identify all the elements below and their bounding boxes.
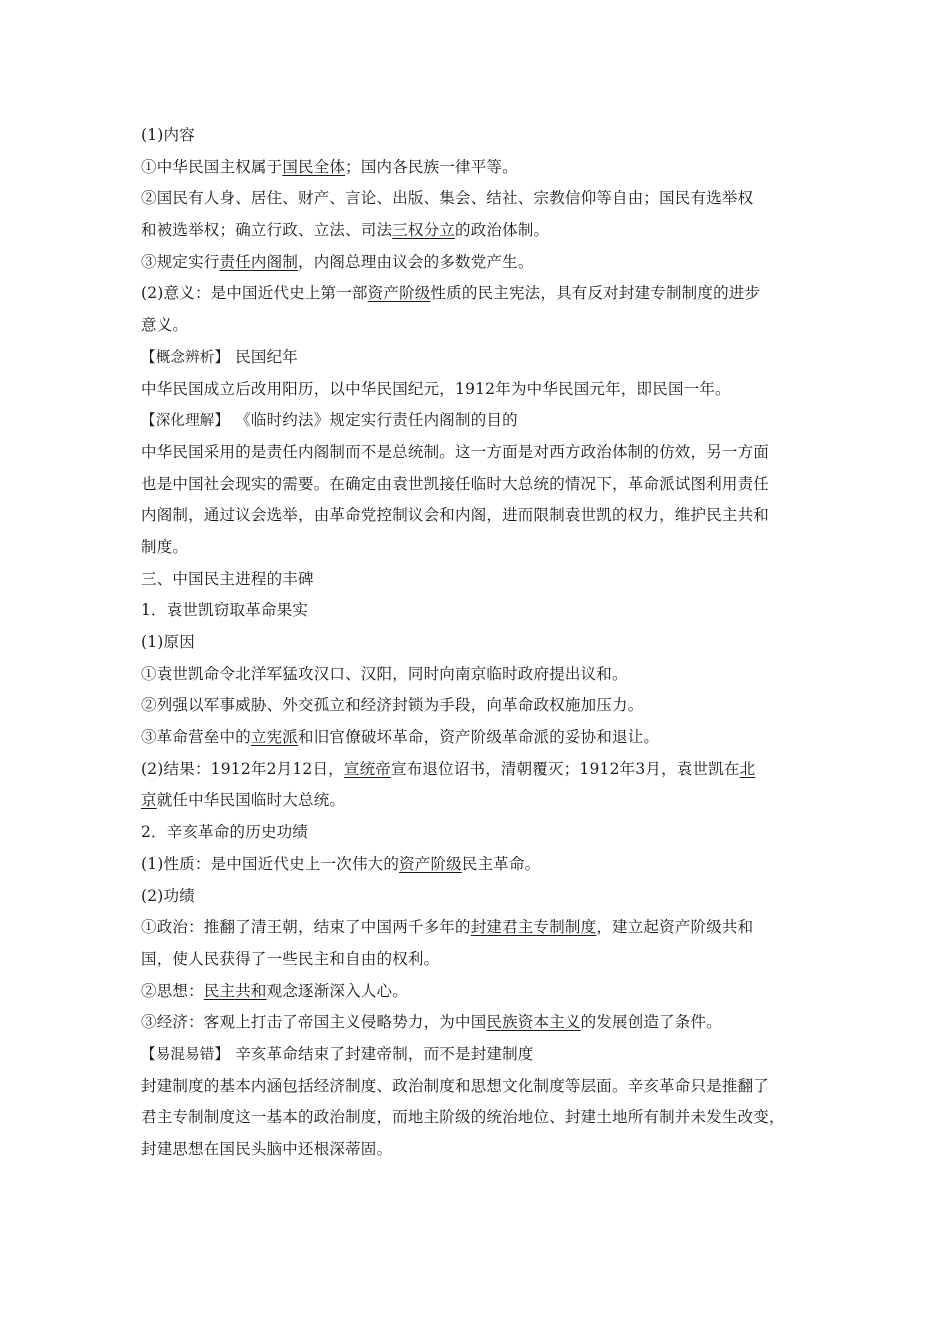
common-mistake-text: 君主专制制度这一基本的政治制度，而地主阶级的统治地位、封建土地所有制并未发生改变，: [141, 1108, 785, 1127]
answer-blank: 封建君主专制制度: [470, 918, 597, 937]
answer-blank: 三权分立: [392, 221, 456, 240]
answer-blank: 北: [739, 759, 756, 778]
deep-understanding-text: 制度。: [141, 537, 189, 556]
answer-blank: 宣统帝: [343, 759, 391, 778]
common-mistake-text: 封建思想在国民头脑中还根深蒂固。: [141, 1140, 393, 1158]
concept-analysis-text: 中华民国成立后改用阳历，以中华民国纪元，1912年为中华民国元年，即民国一年。: [141, 379, 731, 398]
result-paragraph: (2)结果：1912年2月12日，宣统帝宣布退位诏书，清朝覆灭；1912年3月，袁世凯在北: [141, 759, 756, 778]
content-item-2-cont: 和被选举权；确立行政、立法、司法三权分立的政治体制。: [141, 221, 550, 240]
deep-understanding-text: 也是中国社会现实的需要。在确定由袁世凯接任临时大总统的情况下，革命派试图利用责任: [141, 474, 770, 493]
content-item-2: ②国民有人身、居住、财产、言论、出版、集会、结社、宗教信仰等自由；国民有选举权: [141, 189, 754, 208]
answer-blank: 国民全体: [282, 157, 346, 176]
concept-analysis-tag: 【概念辨析】: [141, 349, 230, 366]
content-item-1: ①中华民国主权属于国民全体；国内各民族一律平等。: [141, 157, 518, 176]
significance-paragraph-cont: 意义。: [141, 316, 189, 335]
deep-understanding-text: 内阁制，通过议会选举，由革命党控制议会和内阁，进而限制袁世凯的权力，维护民主共和: [141, 506, 770, 525]
subsection-heading: 2．辛亥革命的历史功绩: [141, 823, 309, 842]
subsection-heading: 1．袁世凯窃取革命果实: [141, 601, 309, 620]
common-mistake-heading: 【易混易错】 辛亥革命结束了封建帝制，而不是封建制度: [141, 1044, 534, 1063]
answer-blank: 资产阶级: [367, 284, 431, 303]
cause-item-3: ③革命营垒中的立宪派和旧官僚破坏革命，资产阶级革命派的妥协和退让。: [141, 728, 660, 747]
content-item-3: ③规定实行责任内阁制，内阁总理由议会的多数党产生。: [141, 252, 534, 271]
nature-paragraph: (1)性质：是中国近代史上一次伟大的资产阶级民主革命。: [141, 854, 541, 873]
achievement-item-3: ③经济：客观上打击了帝国主义侵略势力，为中国民族资本主义的发展创造了条件。: [141, 1013, 722, 1032]
subheading-content: (1)内容: [141, 126, 195, 144]
achievement-item-2: ②思想：民主共和观念逐渐深入人心。: [141, 981, 408, 1000]
answer-blank: 资产阶级: [399, 854, 462, 873]
significance-paragraph: (2)意义：是中国近代史上第一部资产阶级性质的民主宪法，具有反对封建专制制度的进步: [141, 284, 761, 303]
subheading-achievements: (2)功绩: [141, 886, 195, 905]
answer-blank: 民主共和: [203, 981, 267, 1000]
achievement-item-1-cont: 国，使人民获得了一些民主和自由的权利。: [141, 949, 440, 968]
section-heading: 三、中国民主进程的丰碑: [141, 569, 314, 588]
document-page: [141, 120, 821, 1166]
answer-blank: 民族资本主义: [486, 1013, 581, 1032]
deep-understanding-tag: 【深化理解】: [141, 413, 230, 430]
cause-item-2: ②列强以军事威胁、外交孤立和经济封锁为手段，向革命政权施加压力。: [141, 696, 644, 715]
deep-understanding-text: 中华民国采用的是责任内阁制而不是总统制。这一方面是对西方政治体制的仿效，另一方面: [141, 442, 770, 461]
answer-blank: 责任内阁制: [219, 252, 299, 271]
subheading-causes: (1)原因: [141, 633, 195, 651]
answer-blank: 立宪派: [250, 728, 299, 747]
concept-analysis-heading: 【概念辨析】 民国纪年: [141, 347, 299, 366]
deep-understanding-heading: 【深化理解】 《临时约法》规定实行责任内阁制的目的: [141, 411, 518, 430]
result-paragraph-cont: 京就任中华民国临时大总统。: [141, 791, 346, 810]
common-mistake-text: 封建制度的基本内涵包括经济制度、政治制度和思想文化制度等层面。辛亥革命只是推翻了: [141, 1076, 770, 1095]
answer-blank: 京: [141, 791, 157, 810]
cause-item-1: ①袁世凯命令北洋军猛攻汉口、汉阳，同时向南京临时政府提出议和。: [141, 664, 628, 683]
achievement-item-1: ①政治：推翻了清王朝，结束了中国两千多年的封建君主专制制度，建立起资产阶级共和: [141, 918, 754, 937]
common-mistake-tag: 【易混易错】: [141, 1046, 230, 1063]
